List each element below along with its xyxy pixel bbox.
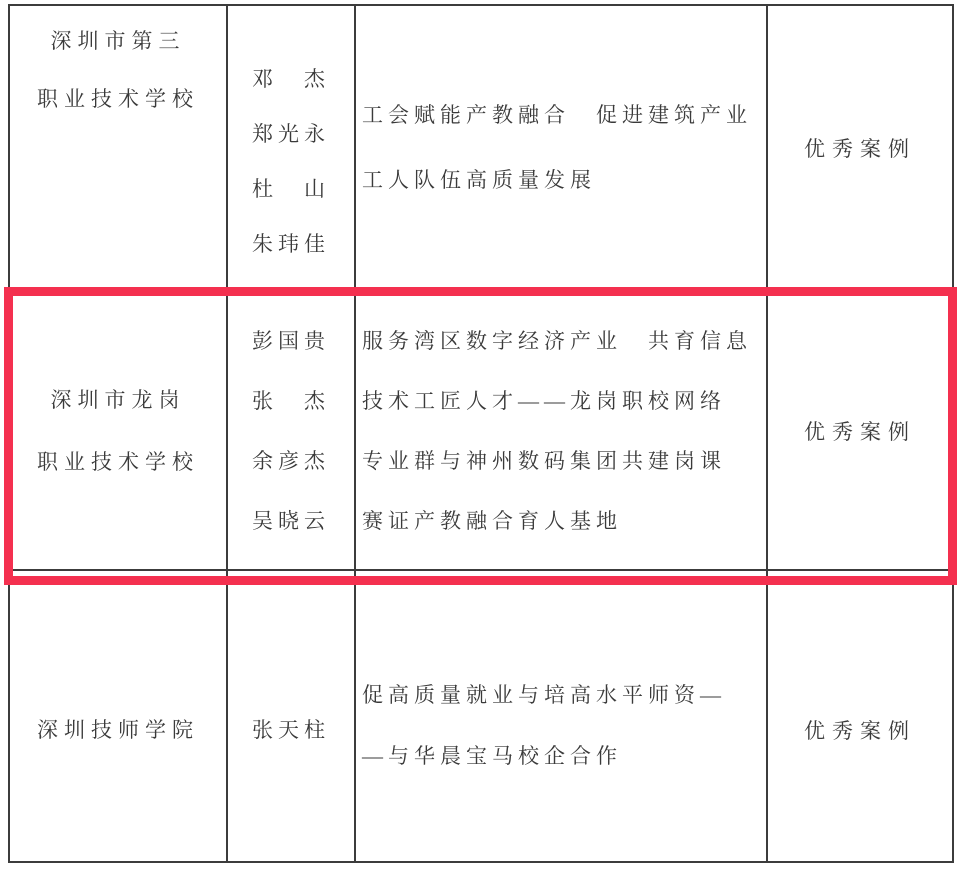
- author-name: 余彦杰: [252, 448, 330, 473]
- school-cell: [10, 292, 228, 571]
- author-name: 邓 杰: [252, 67, 330, 91]
- case-title-line: 工会赋能产教融合 促进建筑产业: [362, 103, 752, 127]
- author-name: 张天柱: [252, 718, 330, 742]
- case-title-line: 技术工匠人才——龙岗职校网络: [362, 388, 726, 413]
- authors-cell: [228, 292, 356, 571]
- case-title-cell: [356, 6, 768, 292]
- school-name-line: 职业技术学校: [37, 449, 199, 474]
- author-name: 吴晓云: [252, 508, 330, 533]
- award-label: 优秀案例: [804, 137, 916, 161]
- author-name: 杜 山: [252, 177, 330, 201]
- case-title-line: 工人队伍高质量发展: [362, 168, 596, 192]
- case-title-cell: [356, 571, 768, 861]
- award-label: 优秀案例: [804, 419, 916, 444]
- authors-cell: [228, 571, 356, 861]
- case-title-line: —与华晨宝马校企合作: [362, 743, 622, 768]
- award-label: 优秀案例: [804, 719, 916, 743]
- school-name-line: 深圳市龙岗: [50, 387, 186, 412]
- school-name-line: 深圳市第三: [50, 29, 186, 53]
- award-cell: [768, 571, 952, 861]
- case-title-line: 赛证产教融合育人基地: [362, 508, 622, 533]
- author-name: 张 杰: [252, 388, 330, 413]
- case-title-cell: [356, 292, 768, 571]
- award-cell: [768, 292, 952, 571]
- school-name-line: 深圳技师学院: [37, 718, 199, 742]
- authors-cell: [228, 6, 356, 292]
- author-name: 郑光永: [252, 122, 330, 146]
- school-name-line: 职业技术学校: [37, 87, 199, 111]
- awards-table: [8, 4, 954, 863]
- case-title-line: 服务湾区数字经济产业 共育信息: [362, 328, 752, 353]
- author-name: 朱玮佳: [252, 232, 330, 256]
- case-title-line: 专业群与神州数码集团共建岗课: [362, 448, 726, 473]
- author-name: 彭国贵: [252, 328, 330, 353]
- award-cell: [768, 6, 952, 292]
- school-cell: [10, 571, 228, 861]
- school-cell: [10, 6, 228, 292]
- case-title-line: 促高质量就业与培高水平师资—: [362, 682, 726, 707]
